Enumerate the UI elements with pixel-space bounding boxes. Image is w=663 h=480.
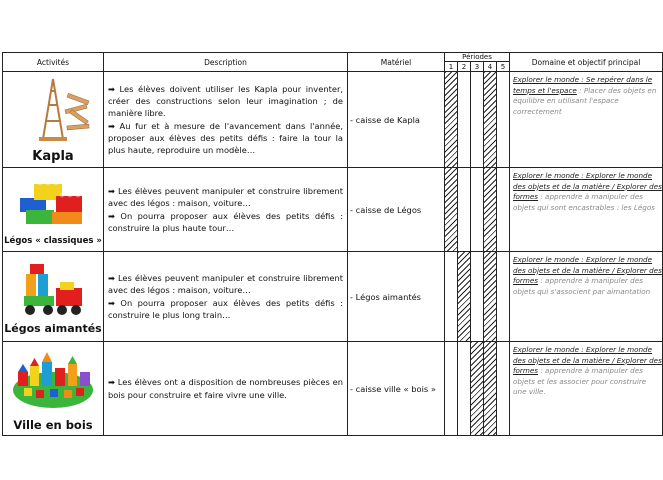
description-cell [104, 168, 348, 252]
activity-cell [3, 342, 104, 436]
period-cell-2 [458, 168, 471, 252]
table-row [3, 252, 663, 342]
period-cell-2 [458, 72, 471, 168]
header-periodes: Périodes [445, 53, 510, 62]
domaine-objective: : apprendre à manipuler des objets qui sont encastrables : les Légos [513, 192, 655, 212]
description-cell [104, 252, 348, 342]
kapla-tower-icon [13, 75, 93, 145]
domaine-title: Explorer le monde : Se repérer dans le temps et l'espace [513, 75, 653, 95]
magnetic-lego-icon [16, 258, 90, 318]
period-hatch [484, 342, 496, 435]
description-cell [104, 72, 348, 168]
period-cell-4 [484, 252, 497, 342]
period-cell-3 [471, 342, 484, 436]
activities-table [2, 52, 663, 436]
materiel-cell: - caisse de Kapla [348, 72, 445, 168]
period-hatch [484, 72, 496, 167]
domaine-objective: : apprendre à manipuler des objets et les associer pour construire une ville. [513, 366, 647, 397]
activity-label: Légos « classiques » [4, 235, 102, 246]
header-row [3, 53, 663, 62]
materiel-cell: - Légos aimantés [348, 252, 445, 342]
domaine-title: Explorer le monde : Explorer le monde des objets et de la matière / Explorer des formes [513, 255, 662, 286]
period-cell-3 [471, 72, 484, 168]
period-cell-5 [497, 342, 510, 436]
period-hatch [484, 252, 496, 341]
header-description: Description [104, 53, 348, 72]
period-cell-4 [484, 342, 497, 436]
period-cell-3 [471, 168, 484, 252]
lego-bricks-icon [16, 174, 90, 232]
period-cell-1 [445, 252, 458, 342]
activity-cell [3, 72, 104, 168]
header-domaine: Domaine et objectif principal [510, 53, 663, 72]
activity-label: Ville en bois [13, 417, 93, 432]
period-number: 5 [497, 62, 510, 72]
period-cell-5 [497, 72, 510, 168]
wooden-town-icon [10, 346, 96, 414]
period-hatch [458, 252, 470, 341]
activity-cell [3, 252, 104, 342]
domaine-title: Explorer le monde : Explorer le monde des objets et de la matière / Explorer des formes [513, 345, 662, 376]
period-cell-1 [445, 342, 458, 436]
materiel-cell: - caisse de Légos [348, 168, 445, 252]
period-cell-4 [484, 72, 497, 168]
activity-label: Légos aimantés [4, 322, 102, 335]
period-cell-1 [445, 168, 458, 252]
period-cell-2 [458, 252, 471, 342]
period-cell-5 [497, 168, 510, 252]
description-paragraph: ➡ On pourra proposer aux élèves des petits défis : construire le plus long train… [108, 297, 343, 320]
description-paragraph: ➡ Les élèves peuvent manipuler et construire librement avec des légos : maison, voiture… [108, 186, 343, 209]
description-paragraph: ➡ Les élèves peuvent manipuler et construire librement avec des légos : maison, voiture… [108, 273, 343, 296]
description-paragraph: ➡ Les élèves doivent utiliser les Kapla pour inventer, créer des constructions selon leur imagination ; de manière libre. [108, 83, 343, 119]
period-cell-3 [471, 252, 484, 342]
materiel-cell: - caisse ville « bois » [348, 342, 445, 436]
domaine-objective: : Placer des objets en équilibre en utilisant l'espace correctement [513, 85, 657, 116]
period-number: 2 [458, 62, 471, 72]
description-paragraph: ➡ On pourra proposer aux élèves des petits défis : construire la plus haute tour… [108, 210, 343, 233]
table-row [3, 168, 663, 252]
domaine-cell [510, 342, 663, 436]
period-number: 3 [471, 62, 484, 72]
period-hatch [445, 72, 457, 167]
header-materiel: Matériel [348, 53, 445, 72]
period-number: 1 [445, 62, 458, 72]
period-hatch [445, 168, 457, 251]
period-cell-4 [484, 168, 497, 252]
domaine-title: Explorer le monde : Explorer le monde des objets et de la matière / Explorer des formes [513, 171, 662, 202]
description-paragraph: ➡ Au fur et à mesure de l'avancement dans l'année, proposer aux élèves des petits défis : faire la tour la plus haute, reproduire un modèle… [108, 120, 343, 155]
header-activites: Activités [3, 53, 104, 72]
activity-label: Kapla [32, 149, 74, 164]
table-row [3, 342, 663, 436]
period-hatch [484, 168, 496, 251]
table-row [3, 72, 663, 168]
period-cell-2 [458, 342, 471, 436]
period-cell-1 [445, 72, 458, 168]
period-hatch [471, 342, 483, 435]
activity-cell [3, 168, 104, 252]
description-cell [104, 342, 348, 436]
period-cell-5 [497, 252, 510, 342]
period-number: 4 [484, 62, 497, 72]
domaine-cell [510, 168, 663, 252]
domaine-cell [510, 72, 663, 168]
domaine-objective: : apprendre à manipuler des objets qui s'associent par aimantation [513, 276, 651, 296]
description-paragraph: ➡ Les élèves ont a disposition de nombreuses pièces en bois pour construire et faire vivre une ville. [108, 377, 343, 400]
domaine-cell [510, 252, 663, 342]
